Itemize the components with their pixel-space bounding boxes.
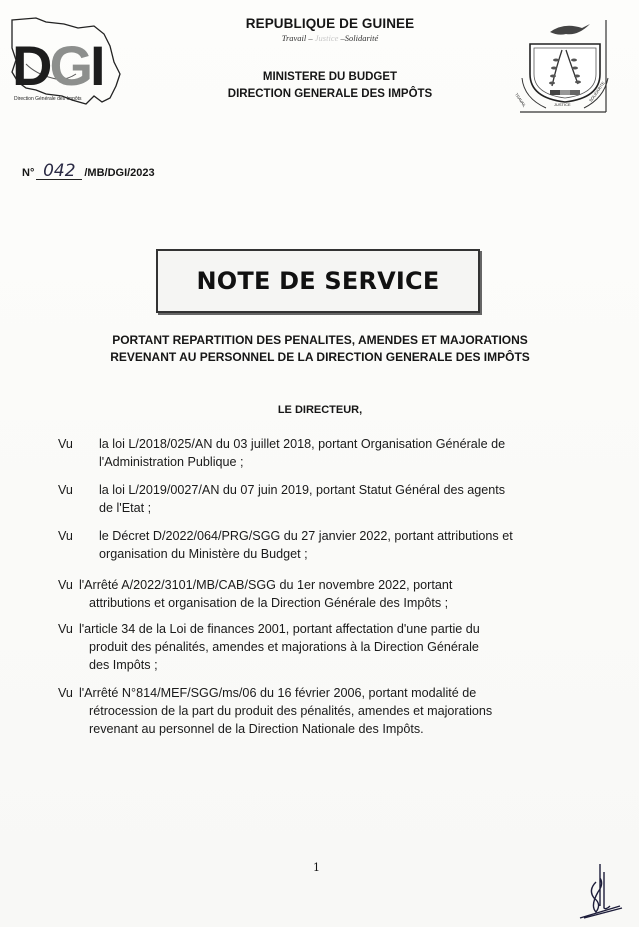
coat-of-arms-emblem-icon	[513, 14, 614, 114]
dgi-logo	[6, 12, 126, 107]
coat-motto-left: TRAVAIL	[513, 92, 528, 109]
reference-handwritten-number: 042	[36, 163, 82, 180]
consideration-item	[58, 620, 598, 674]
consideration-item	[58, 576, 598, 612]
vu-label: Vu	[58, 578, 73, 592]
motto-justice: Justice	[314, 33, 339, 43]
country-name: REPUBLIQUE DE GUINEE	[245, 16, 415, 31]
vu-label: Vu	[58, 437, 73, 451]
handwritten-initials	[572, 862, 632, 922]
signature-icon	[572, 862, 632, 922]
vu-label: Vu	[58, 483, 73, 497]
consideration-line: l'Administration Publique ;	[99, 455, 244, 469]
motto-separator: –	[308, 33, 313, 43]
subtitle-line-1: PORTANT REPARTITION DES PENALITES, AMENDES ET MAJORATIONS	[112, 333, 528, 347]
consideration-line: des Impôts ;	[89, 658, 158, 672]
consideration-item	[58, 481, 598, 517]
motto-work: Travail	[281, 33, 307, 43]
subtitle-line-2: REVENANT AU PERSONNEL DE LA DIRECTION GENERALE DES IMPÔTS	[110, 350, 530, 364]
consideration-line	[58, 576, 598, 594]
document-subtitle	[30, 332, 610, 366]
consideration-line	[58, 684, 598, 702]
coat-motto-right: SOLIDARITE	[588, 80, 606, 103]
consideration-line	[58, 620, 598, 638]
consideration-item	[58, 435, 598, 471]
ministry-name: MINISTERE DU BUDGET	[262, 71, 398, 83]
consideration-line: la loi L/2019/0027/AN du 07 juin 2019, portant Statut Général des agents	[99, 483, 506, 497]
vu-label: Vu	[58, 529, 73, 543]
consideration-text: l'Arrêté A/2022/3101/MB/CAB/SGG du 1er novembre 2022, portant	[78, 578, 453, 592]
motto-separator: –	[340, 33, 345, 43]
national-motto	[180, 33, 480, 43]
consideration-line: de l'Etat ;	[99, 501, 152, 515]
document-title: NOTE DE SERVICE	[196, 267, 440, 295]
consideration-line: attributions et organisation de la Direction Générale des Impôts ;	[89, 596, 449, 610]
reference-number	[22, 163, 155, 182]
consideration-line: organisation du Ministère du Budget ;	[99, 547, 308, 561]
consideration-item	[58, 684, 598, 738]
page-number: 1	[313, 861, 320, 874]
directorate-name: DIRECTION GENERALE DES IMPÔTS	[227, 88, 433, 100]
logo-letter-d: D	[12, 34, 50, 97]
consideration-line: revenant au personnel de la Direction Nationale des Impôts.	[89, 722, 424, 736]
consideration-text: l'article 34 de la Loi de finances 2001, portant affectation d'une partie du	[78, 622, 480, 636]
logo-letters	[12, 34, 103, 97]
consideration-line: rétrocession de la part du produit des pénalités, amendes et majorations	[89, 704, 493, 718]
logo-letter-g: G	[49, 34, 91, 97]
logo-letter-i: I	[90, 34, 103, 97]
consideration-item	[58, 527, 598, 563]
consideration-line: la loi L/2018/025/AN du 03 juillet 2018, portant Organisation Générale de	[99, 437, 506, 451]
vu-label: Vu	[58, 686, 73, 700]
consideration-line: le Décret D/2022/064/PRG/SGG du 27 janvier 2022, portant attributions et	[99, 529, 513, 543]
consideration-line: produit des pénalités, amendes et majorations à la Direction Générale	[89, 640, 479, 654]
motto-solidarity: Solidarité	[344, 33, 379, 43]
logo-subtitle: Direction Générale des Impôts	[14, 96, 82, 102]
reference-prefix: N°	[22, 167, 35, 179]
coat-motto-center: JUSTICE	[554, 102, 571, 107]
signatory-heading: LE DIRECTEUR,	[277, 404, 363, 416]
reference-suffix: /MB/DGI/2023	[84, 167, 155, 179]
consideration-text: l'Arrêté N°814/MEF/SGG/ms/06 du 16 février 2006, portant modalité de	[78, 686, 477, 700]
vu-label: Vu	[58, 622, 73, 636]
coat-of-arms	[513, 14, 614, 114]
title-box	[156, 249, 480, 313]
